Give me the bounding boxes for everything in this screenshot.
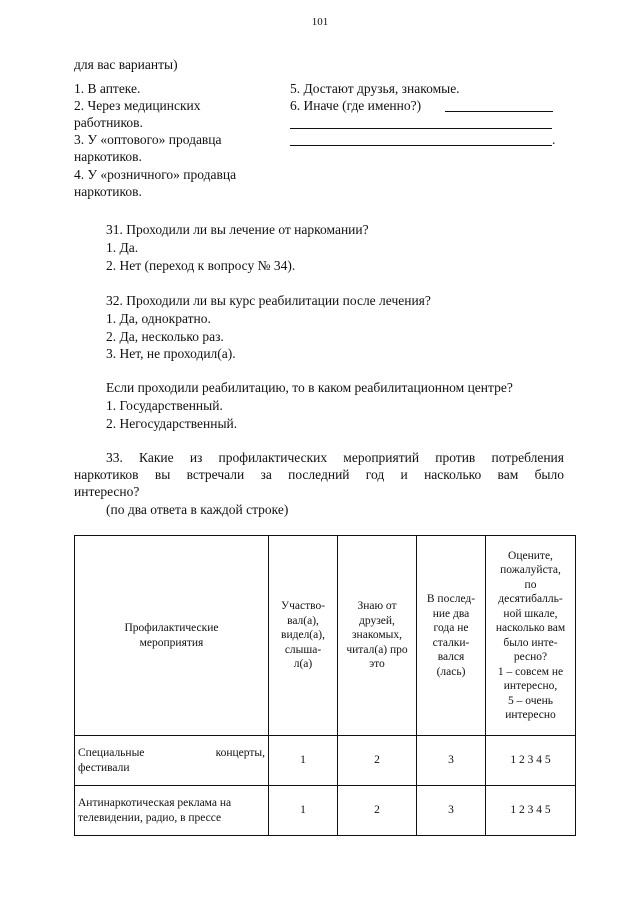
answer-option: 1 [269,736,338,786]
q32b-option: 2. Негосударственный. [106,416,238,431]
answer-option: 2 [338,786,417,836]
table-row [75,736,576,786]
q32-question: 32. Проходили ли вы курс реабилитации после лечения? [106,293,431,308]
answer-option: 3 [417,736,486,786]
q30-option: наркотиков. [74,149,142,164]
table-header-row [75,536,576,736]
q32b-question: Если проходили реабилитацию, то в каком реабилитационном центре? [106,380,513,395]
q30-other-blank [290,128,552,129]
intro-line: для вас варианты) [74,57,178,72]
q30-other-blank [445,111,553,112]
header-heard-from-friends: Знаю от друзей, знакомых, читал(а) про это [338,536,417,736]
q30-option: 2. Через медицинских [74,98,201,113]
table-row [75,786,576,836]
q32-option: 2. Да, несколько раз. [106,329,224,344]
row-label: Антинаркотическая реклама на телевидении, радио, в прессе [75,786,269,836]
prevention-activities-table [74,535,576,836]
q30-option: 1. В аптеке. [74,81,141,96]
answer-option: 3 [417,786,486,836]
answer-option: 2 [338,736,417,786]
header-activities: Профилактические мероприятия [75,536,269,736]
row-label: Специальные концерты, фестивали [75,736,269,786]
q32b-option: 1. Государственный. [106,398,223,413]
q30-option: 5. Достают друзья, знакомые. [290,81,460,96]
q32-option: 1. Да, однократно. [106,311,211,326]
q33-note: (по два ответа в каждой строке) [106,502,289,517]
q30-option: 4. У «розничного» продавца [74,167,237,182]
q31-question: 31. Проходили ли вы лечение от наркомании? [106,222,369,237]
q30-option: наркотиков. [74,184,142,199]
answer-option: 1 [269,786,338,836]
q30-option: 3. У «оптового» продавца [74,132,222,147]
header-participated: Участво- вал(а), видел(а), слыша- л(а) [269,536,338,736]
rating-scale: 1 2 3 4 5 [486,736,576,786]
q33-question-line: 33. Какие из профилактических мероприятий против потребления [106,450,564,465]
page-number: 101 [311,16,329,28]
q33-question-line: интересно? [74,484,140,499]
q30-end-mark: . [552,132,556,147]
q30-option-other: 6. Иначе (где именно?) [290,98,422,113]
q30-option: работников. [74,115,143,130]
header-not-encountered: В послед- ние два года не сталки- вался (лась) [417,536,486,736]
q31-option: 1. Да. [106,240,139,255]
q30-other-blank [290,145,552,146]
q31-option: 2. Нет (переход к вопросу № 34). [106,258,296,273]
q32-option: 3. Нет, не проходил(а). [106,346,236,361]
rating-scale: 1 2 3 4 5 [486,786,576,836]
q33-question-line: наркотиков вы встречали за последний год и насколько вам было [74,467,564,482]
header-rating: Оцените, пожалуйста, по десятибалль- ной шкале, насколько вам было инте- ресно? 1 – совсем не интересно, 5 – очень интересно [486,536,576,736]
